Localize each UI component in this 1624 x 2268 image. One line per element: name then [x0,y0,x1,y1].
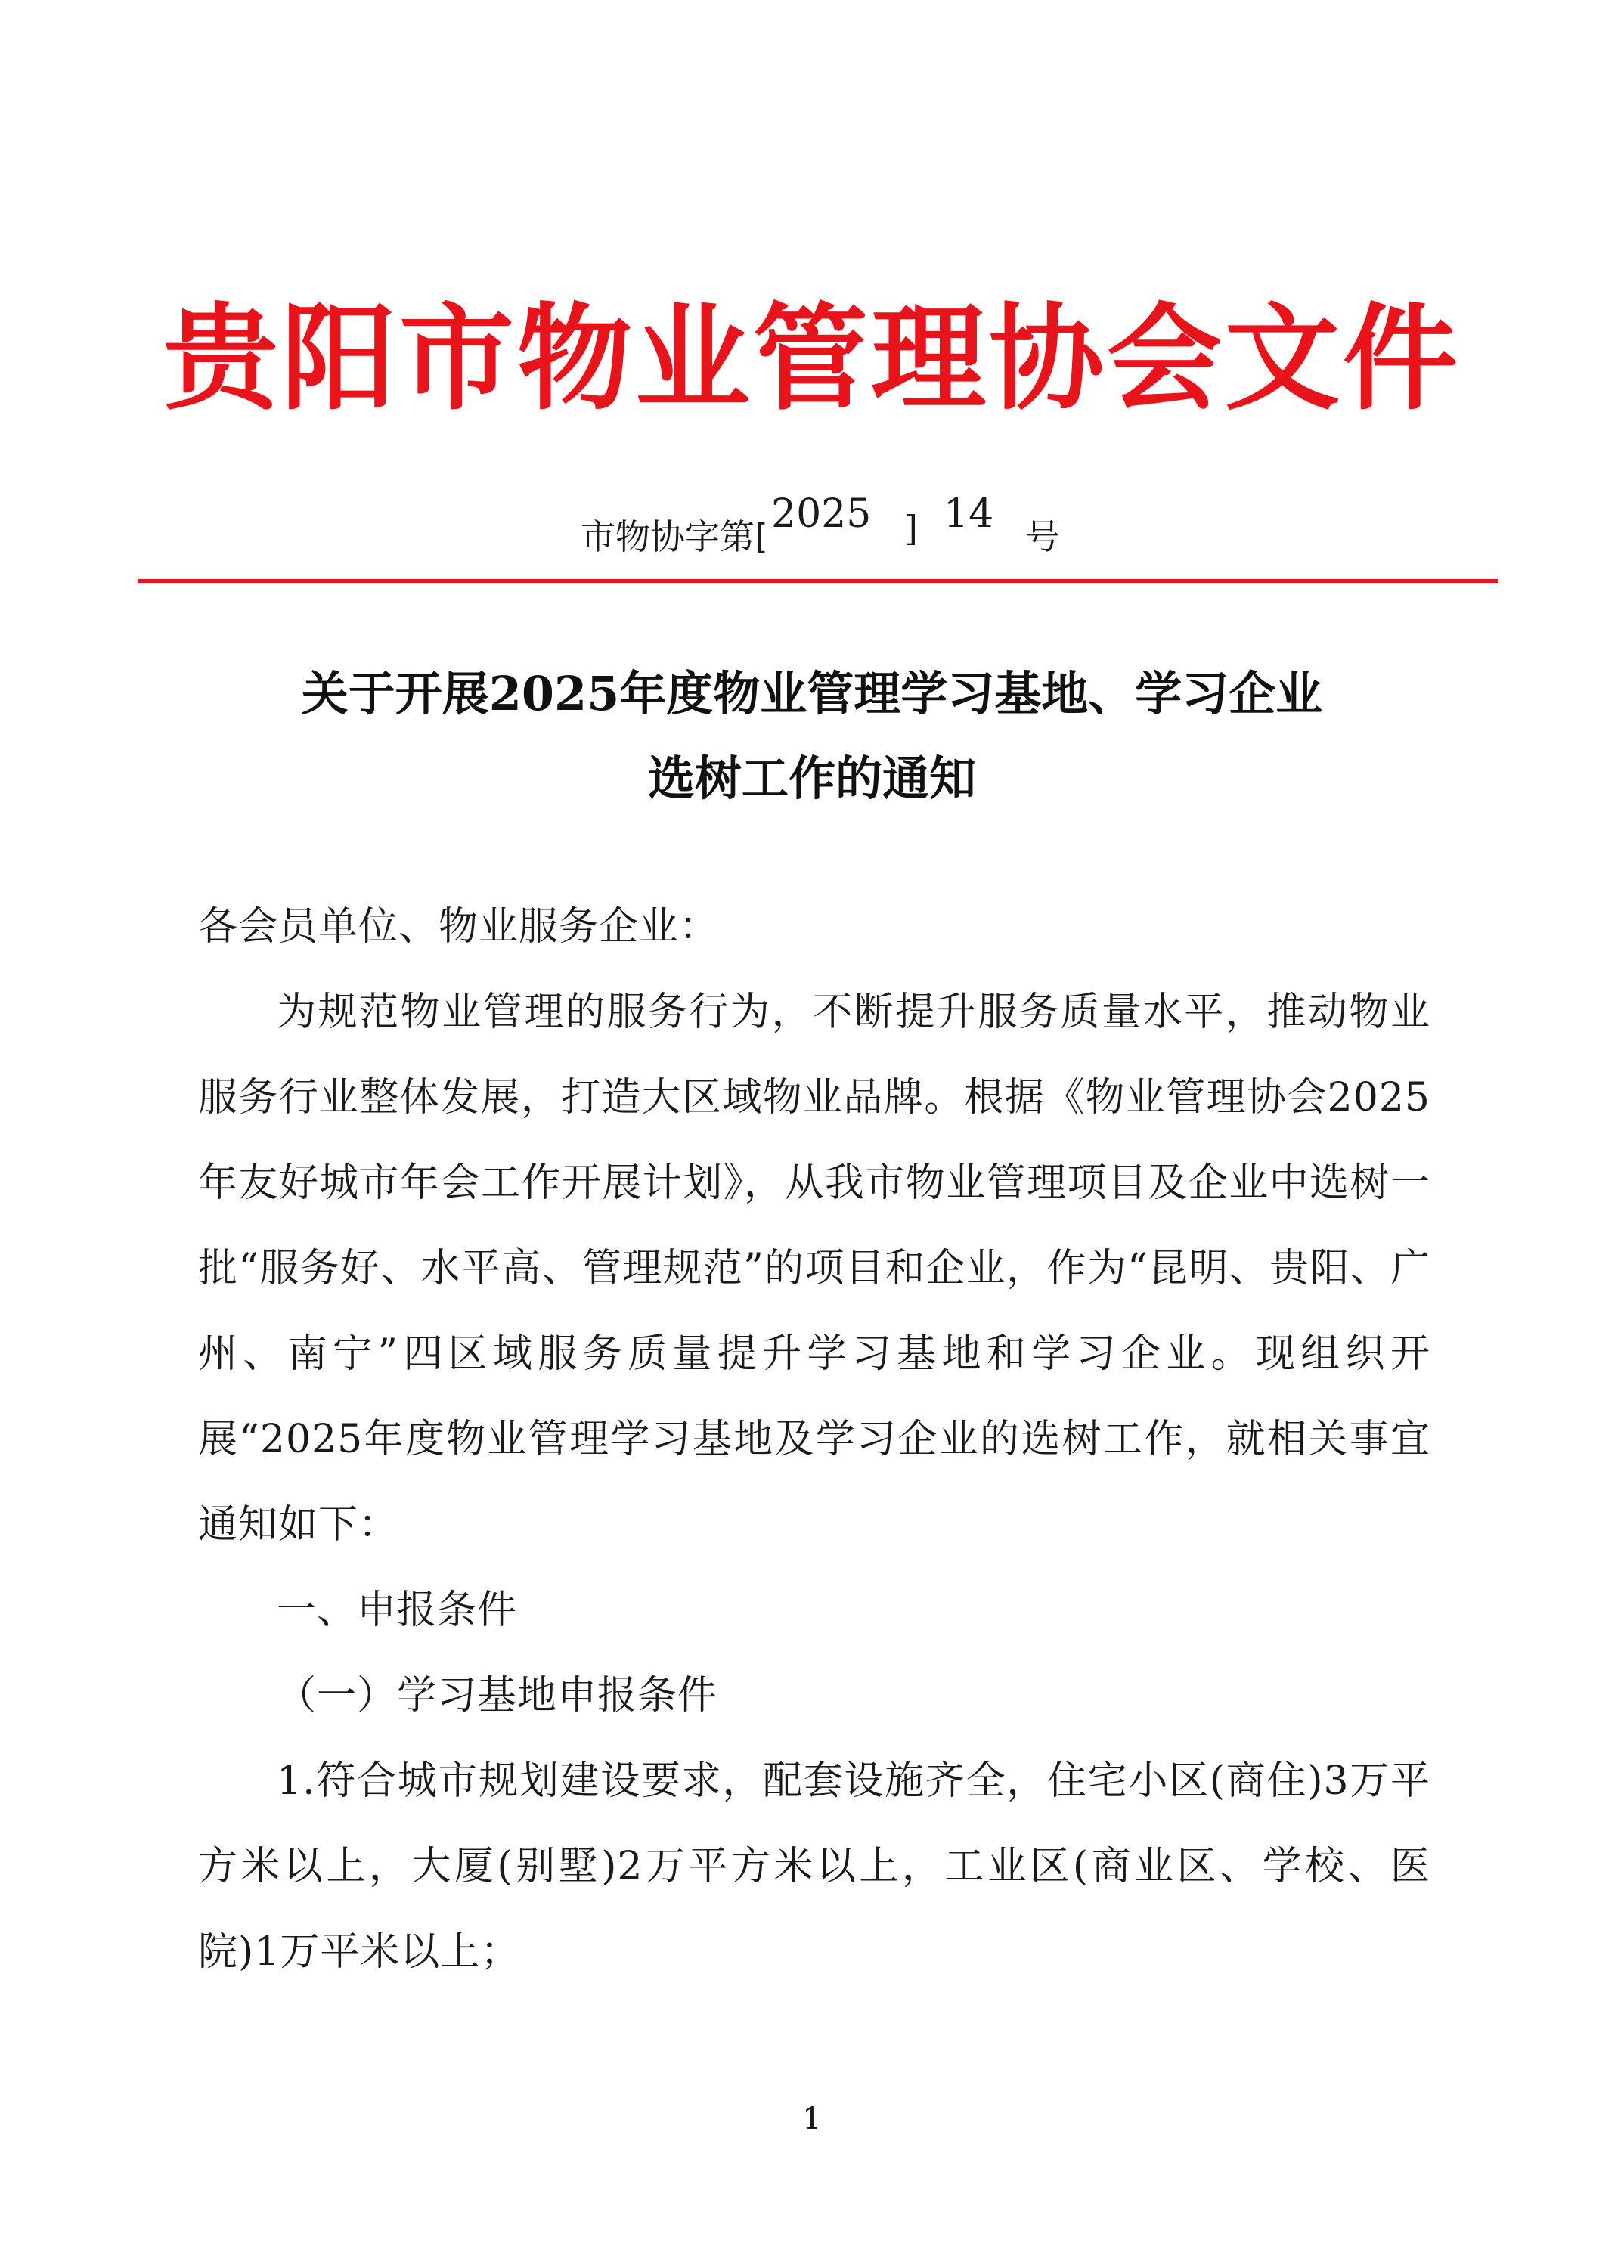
doc-number-year: 2025 [771,491,872,537]
salutation: 各会员单位、物业服务企业： [198,904,720,950]
masthead-org-title: 贵阳市物业管理协会文件 [163,292,1461,426]
notice-title-line-2: 选树工作的通知 [647,751,976,806]
doc-number-suffix: 号 [1025,516,1060,557]
doc-number-prefix: 市物协字第[ [581,516,768,557]
doc-number-value: 14 [944,491,994,537]
condition-item-1: 1.符合城市规划建设要求，配套设施齐全，住宅小区(商住)3万平方米以上，大厦(别墅)2万平方米以上，工业区(商业区、学校、医院)1万平米以上； [198,1758,1430,1975]
doc-number-close-bracket: ] [904,508,918,549]
subsection-heading-1: （一）学习基地申报条件 [277,1673,718,1718]
notice-body [198,885,1430,1995]
notice-title [0,652,1624,821]
page-number: 1 [802,2102,822,2136]
section-heading-1: 一、申报条件 [277,1588,518,1633]
red-divider-line [138,579,1498,583]
notice-title-line-1: 关于开展2025年度物业管理学习基地、学习企业 [301,666,1323,721]
document-number [0,491,1624,557]
intro-paragraph: 为规范物业管理的服务行为，不断提升服务质量水平，推动物业服务行业整体发展，打造大区域物业品牌。根据《物业管理协会2025年友好城市年会工作开展计划》，从我市物业管理项目及企业中选树一批“服务好、水平高、管理规范”的项目和企业，作为“昆明、贵阳、广州、南宁”四区域服务质量提升学习基地和学习企业。现组织开展“2025年度物业管理学习基地及学习企业的选树工作，就相关事宜通知如下： [198,990,1430,1548]
